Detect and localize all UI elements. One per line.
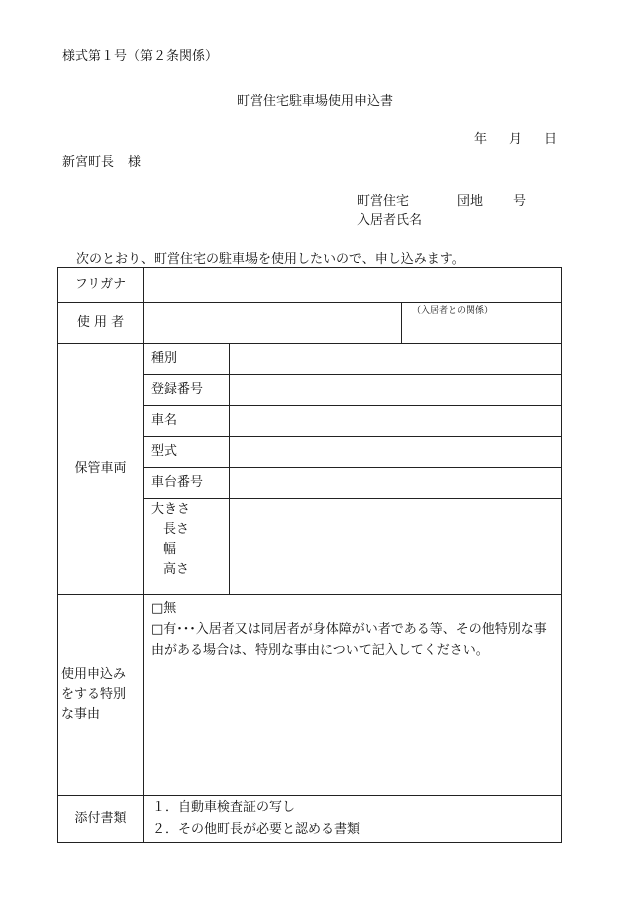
relation-note: （入居者との関係）	[412, 306, 494, 316]
height-label: 高さ	[163, 562, 190, 577]
registration-number-label: 登録番号	[144, 375, 230, 406]
size-labels	[144, 499, 230, 595]
addressee	[62, 151, 141, 170]
document-title: 町営住宅駐車場使用申込書	[236, 94, 393, 109]
car-name-field[interactable]	[230, 406, 562, 437]
vehicle-type-label: 種別	[144, 344, 230, 375]
model-label: 型式	[144, 437, 230, 468]
car-name-label: 車名	[144, 406, 230, 437]
furigana-field[interactable]	[144, 268, 562, 303]
chassis-number-field[interactable]	[230, 468, 562, 499]
vehicle-type-field[interactable]	[230, 344, 562, 375]
addressee-honorific: 様	[128, 155, 142, 170]
special-reason-label-line: 使用申込み	[61, 667, 127, 682]
special-reason-label-line: な事由	[61, 707, 101, 722]
unit-label: 町営住宅	[357, 194, 410, 209]
reason-yes-option[interactable]: □有･･･入居者又は同居者が身体障がい者である等、その他特別な事	[151, 622, 547, 637]
model-field[interactable]	[230, 437, 562, 468]
complex-label: 団地	[457, 194, 484, 209]
date-day-label: 日	[544, 132, 558, 147]
form-number: 様式第１号（第２条関係）	[62, 49, 219, 64]
addressee-name: 新宮町長	[62, 155, 115, 170]
user-name-field[interactable]	[144, 303, 402, 344]
reason-none-option[interactable]: □無	[151, 601, 177, 616]
attachment-item: ２．その他町長が必要と認める書類	[152, 822, 361, 837]
attachments-label: 添付書類	[58, 796, 144, 843]
attachments-list	[144, 796, 562, 843]
number-label: 号	[513, 194, 527, 209]
relation-field[interactable]	[402, 303, 562, 344]
date-month-label: 月	[509, 132, 523, 147]
registration-number-field[interactable]	[230, 375, 562, 406]
application-form-table	[57, 267, 562, 843]
size-field[interactable]	[230, 499, 562, 595]
special-reason-field[interactable]	[144, 595, 562, 796]
special-reason-label	[58, 595, 144, 796]
intro-text: 次のとおり、町営住宅の駐車場を使用したいので、申し込みます。	[76, 252, 465, 267]
vehicle-label: 保管車両	[58, 344, 144, 595]
date-line	[474, 128, 557, 147]
size-label: 大きさ	[151, 502, 191, 517]
chassis-number-label: 車台番号	[144, 468, 230, 499]
user-label: 使 用 者	[58, 303, 144, 344]
length-label: 長さ	[163, 522, 190, 537]
reason-yes-option-continued: 由がある場合は、特別な事由について記入してください。	[151, 643, 489, 658]
resident-unit-line	[357, 190, 574, 209]
furigana-label: フリガナ	[58, 268, 144, 303]
width-label: 幅	[163, 542, 177, 557]
attachment-item: １．自動車検査証の写し	[152, 800, 296, 815]
date-year-label: 年	[474, 132, 488, 147]
special-reason-label-line: をする特別	[61, 687, 127, 702]
resident-name-label: 入居者氏名	[357, 213, 423, 228]
